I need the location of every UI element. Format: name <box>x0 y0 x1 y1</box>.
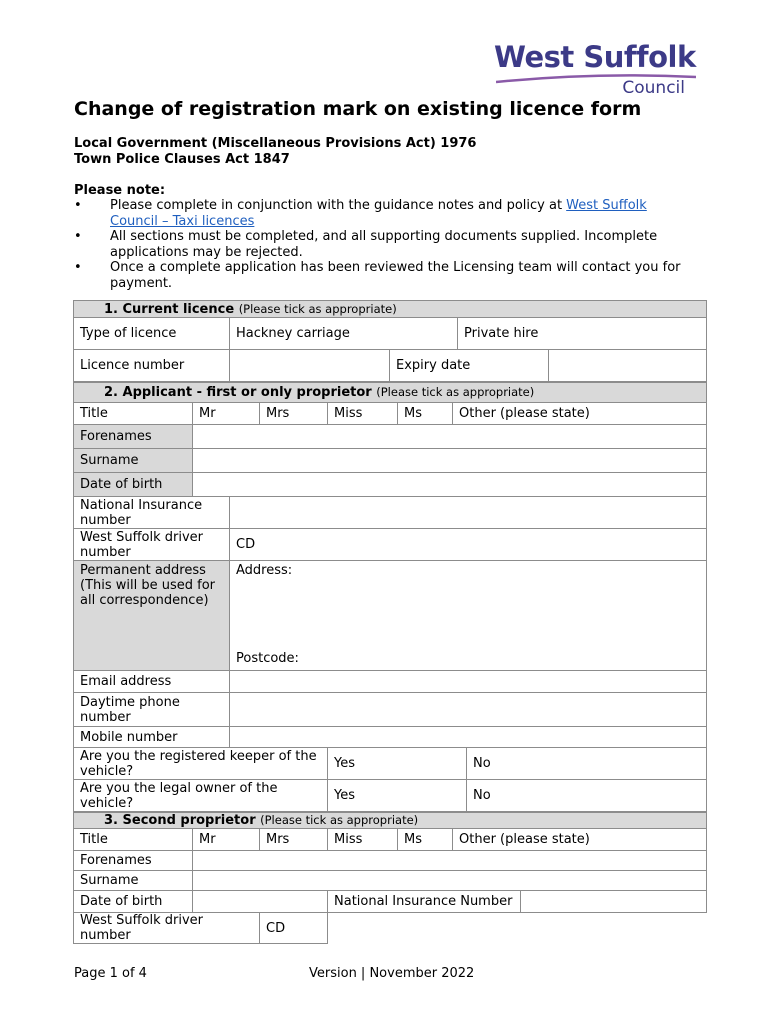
page-number: Page 1 of 4 <box>74 966 147 981</box>
address-field[interactable] <box>230 561 707 671</box>
owner-no-option[interactable]: No <box>467 780 707 812</box>
expiry-date-field[interactable] <box>549 350 707 382</box>
section-current-licence <box>73 300 707 382</box>
council-logo <box>494 40 699 100</box>
date-of-birth-field[interactable] <box>193 473 707 497</box>
act-line: Local Government (Miscellaneous Provisions Act) 1976 <box>74 136 477 151</box>
title-miss-option[interactable]: Miss <box>328 403 398 425</box>
acts-block <box>74 136 476 168</box>
owner-yes-option[interactable]: Yes <box>328 780 467 812</box>
driver-number-label: West Suffolk driver number <box>74 529 230 561</box>
date-of-birth-label: Date of birth <box>74 891 193 913</box>
keeper-yes-option[interactable]: Yes <box>328 748 467 780</box>
application-form <box>73 300 706 944</box>
taxi-licences-link[interactable]: West Suffolk Council – Taxi licences <box>110 198 647 229</box>
title-mr-option[interactable]: Mr <box>193 829 260 851</box>
list-item <box>74 260 694 291</box>
section-second-proprietor <box>73 812 707 944</box>
title-mrs-option[interactable]: Mrs <box>260 829 328 851</box>
empty-cell <box>328 913 707 944</box>
title-label: Title <box>74 403 193 425</box>
email-label: Email address <box>74 671 230 693</box>
section-applicant <box>73 382 707 812</box>
address-caption: Address: <box>236 563 293 578</box>
driver-number-field[interactable]: CD <box>230 529 707 561</box>
notes-heading: Please note: <box>74 183 166 198</box>
licence-number-label: Licence number <box>74 350 230 382</box>
title-label: Title <box>74 829 193 851</box>
forenames-label: Forenames <box>74 425 193 449</box>
expiry-date-label: Expiry date <box>390 350 549 382</box>
licence-number-field[interactable] <box>230 350 390 382</box>
daytime-phone-label: Daytime phone number <box>74 693 230 727</box>
postcode-caption: Postcode: <box>236 651 299 666</box>
title-ms-option[interactable]: Ms <box>398 829 453 851</box>
title-miss-option[interactable]: Miss <box>328 829 398 851</box>
forenames-label: Forenames <box>74 851 193 871</box>
logo-wordmark: West Suffolk <box>494 40 696 74</box>
registered-keeper-label: Are you the registered keeper of the vehicle? <box>74 748 328 780</box>
bullet: • <box>74 229 82 244</box>
section-heading: 1. Current licence (Please tick as appropriate) <box>74 301 707 318</box>
title-mrs-option[interactable]: Mrs <box>260 403 328 425</box>
legal-owner-label: Are you the legal owner of the vehicle? <box>74 780 328 812</box>
forenames-field[interactable] <box>193 425 707 449</box>
title-other-option[interactable]: Other (please state) <box>453 829 707 851</box>
email-field[interactable] <box>230 671 707 693</box>
title-ms-option[interactable]: Ms <box>398 403 453 425</box>
title-other-option[interactable]: Other (please state) <box>453 403 707 425</box>
keeper-no-option[interactable]: No <box>467 748 707 780</box>
date-of-birth-label: Date of birth <box>74 473 193 497</box>
surname-label: Surname <box>74 871 193 891</box>
note-text: All sections must be completed, and all supporting documents supplied. Incomplete applications may be rejected. <box>110 229 658 260</box>
date-of-birth-field[interactable] <box>193 891 328 913</box>
driver-number-field[interactable]: CD <box>260 913 328 944</box>
type-of-licence-label: Type of licence <box>74 318 230 350</box>
bullet: • <box>74 260 82 275</box>
note-text: Please complete in conjunction with the guidance notes and policy at <box>110 198 567 213</box>
act-line: Town Police Clauses Act 1847 <box>74 152 290 167</box>
national-insurance-label: National Insurance number <box>74 497 230 529</box>
notes-list <box>74 198 694 291</box>
section-heading: 2. Applicant - first or only proprietor (Please tick as appropriate) <box>74 383 707 403</box>
bullet: • <box>74 198 82 213</box>
logo-council: Council <box>622 78 685 98</box>
permanent-address-label: Permanent address (This will be used for all correspondence) <box>74 561 230 671</box>
title-mr-option[interactable]: Mr <box>193 403 260 425</box>
mobile-label: Mobile number <box>74 727 230 748</box>
forenames-field[interactable] <box>193 851 707 871</box>
section-heading: 3. Second proprietor (Please tick as appropriate) <box>74 813 707 829</box>
driver-number-label: West Suffolk driver number <box>74 913 260 944</box>
surname-field[interactable] <box>193 871 707 891</box>
note-text: Once a complete application has been reviewed the Licensing team will contact you for payment. <box>110 260 681 291</box>
list-item <box>74 198 694 229</box>
page-title: Change of registration mark on existing licence form <box>74 98 642 120</box>
list-item <box>74 229 694 260</box>
national-insurance-field[interactable] <box>230 497 707 529</box>
version-label: Version | November 2022 <box>309 966 475 981</box>
daytime-phone-field[interactable] <box>230 693 707 727</box>
national-insurance-label: National Insurance Number <box>328 891 521 913</box>
mobile-field[interactable] <box>230 727 707 748</box>
surname-field[interactable] <box>193 449 707 473</box>
hackney-carriage-option[interactable]: Hackney carriage <box>230 318 458 350</box>
private-hire-option[interactable]: Private hire <box>458 318 707 350</box>
surname-label: Surname <box>74 449 193 473</box>
national-insurance-field[interactable] <box>521 891 707 913</box>
